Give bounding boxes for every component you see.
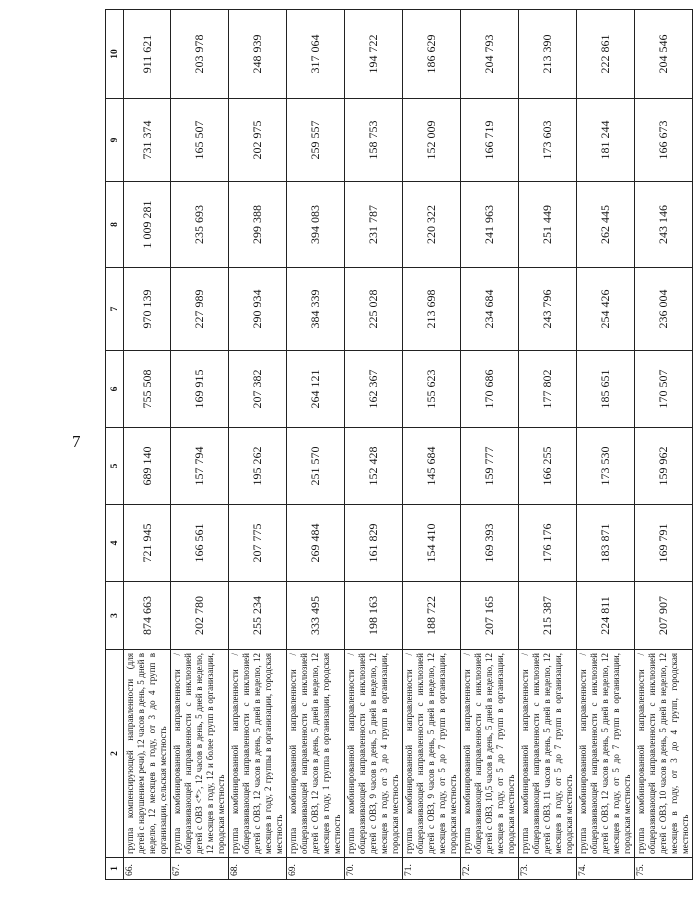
cost-value: 236 004 — [635, 268, 693, 351]
cost-value: 166 561 — [171, 505, 229, 582]
cost-value: 213 698 — [403, 268, 461, 351]
column-header: 9 — [106, 99, 124, 182]
row-number: 71. — [403, 858, 461, 880]
cost-value: 173 603 — [519, 99, 577, 182]
cost-value: 203 978 — [171, 10, 229, 99]
group-description: группа комбинированной направленности / общеразвивающей направленности с инклюзией детей с ОВЗ, 10 часов в день, 5 дней в неделю, 12 месяцев в году, от 3 до 4 групп, городская местность — [635, 650, 693, 858]
row-number: 69. — [287, 858, 345, 880]
column-header: 6 — [106, 351, 124, 428]
cost-value: 970 139 — [124, 268, 171, 351]
cost-value: 207 775 — [229, 505, 287, 582]
cost-value: 154 410 — [403, 505, 461, 582]
column-header: 1 — [106, 858, 124, 880]
cost-value: 1 009 281 — [124, 182, 171, 268]
cost-value: 299 388 — [229, 182, 287, 268]
cost-value: 254 426 — [577, 268, 635, 351]
row-number: 67. — [171, 858, 229, 880]
table-row — [635, 10, 693, 880]
cost-value: 161 829 — [345, 505, 403, 582]
cost-value: 162 367 — [345, 351, 403, 428]
cost-value: 202 780 — [171, 582, 229, 650]
cost-value: 198 163 — [345, 582, 403, 650]
cost-value: 731 374 — [124, 99, 171, 182]
cost-value: 183 871 — [577, 505, 635, 582]
cost-value: 152 428 — [345, 428, 403, 505]
table-row — [171, 10, 229, 880]
cost-value: 181 244 — [577, 99, 635, 182]
cost-value: 251 449 — [519, 182, 577, 268]
cost-value: 234 684 — [461, 268, 519, 351]
cost-value: 317 064 — [287, 10, 345, 99]
table-body — [124, 10, 693, 880]
cost-value: 176 176 — [519, 505, 577, 582]
cost-value: 290 934 — [229, 268, 287, 351]
cost-value: 384 339 — [287, 268, 345, 351]
cost-value: 207 382 — [229, 351, 287, 428]
cost-value: 225 028 — [345, 268, 403, 351]
group-description: группа комбинированной направленности / общеразвивающей направленности с инклюзией детей с ОВЗ, 10,5 часов в день, 5 дней в неделю, 12 месяцев в году, от 5 до 7 групп в организации, городская местность — [461, 650, 519, 858]
cost-value: 166 719 — [461, 99, 519, 182]
cost-value: 224 811 — [577, 582, 635, 650]
group-description: группа комбинированной направленности / общеразвивающей направленности с инклюзией детей с ОВЗ, 9 часов в день, 5 дней в неделю, 12 месяцев в году, от 3 до 4 групп в организации, городская местность — [345, 650, 403, 858]
cost-value: 262 445 — [577, 182, 635, 268]
cost-value: 911 621 — [124, 10, 171, 99]
cost-value: 264 121 — [287, 351, 345, 428]
cost-value: 204 546 — [635, 10, 693, 99]
table-row — [403, 10, 461, 880]
cost-value: 169 791 — [635, 505, 693, 582]
row-number: 70. — [345, 858, 403, 880]
column-header: 7 — [106, 268, 124, 351]
cost-value: 173 530 — [577, 428, 635, 505]
header-row — [106, 10, 124, 880]
page-number: 7 — [72, 432, 81, 451]
row-number: 73. — [519, 858, 577, 880]
cost-value: 145 684 — [403, 428, 461, 505]
cost-value: 204 793 — [461, 10, 519, 99]
cost-value: 255 234 — [229, 582, 287, 650]
cost-value: 157 794 — [171, 428, 229, 505]
table-row — [345, 10, 403, 880]
cost-value: 185 651 — [577, 351, 635, 428]
cost-value: 195 262 — [229, 428, 287, 505]
column-header: 4 — [106, 505, 124, 582]
column-header: 5 — [106, 428, 124, 505]
cost-value: 207 165 — [461, 582, 519, 650]
cost-value: 169 915 — [171, 351, 229, 428]
table-row — [577, 10, 635, 880]
cost-value: 721 945 — [124, 505, 171, 582]
cost-value: 158 753 — [345, 99, 403, 182]
table-row — [124, 10, 171, 880]
cost-value: 166 673 — [635, 99, 693, 182]
row-number: 68. — [229, 858, 287, 880]
cost-value: 259 557 — [287, 99, 345, 182]
group-description: группа комбинированной направленности / общеразвивающей направленности с инклюзией детей с ОВЗ, 12 часов в день, 5 дней в неделю, 12 месяцев в году, 1 группа в организации, городская местность — [287, 650, 345, 858]
cost-value: 689 140 — [124, 428, 171, 505]
cost-value: 243 146 — [635, 182, 693, 268]
cost-value: 169 393 — [461, 505, 519, 582]
cost-value: 194 722 — [345, 10, 403, 99]
cost-value: 243 796 — [519, 268, 577, 351]
group-description: группа комбинированной направленности / общеразвивающей направленности с инклюзией детей с ОВЗ, 11 часов в день, 5 дней в неделю, 12 месяцев в году, от 5 до 7 групп в организации, городская местность — [519, 650, 577, 858]
cost-value: 159 777 — [461, 428, 519, 505]
group-description: группа комбинированной направленности / общеразвивающей направленности с инклюзией детей с ОВЗ, 9 часов в день, 5 дней в неделю, 12 месяцев в году, от 5 до 7 групп в организации, городская местность — [403, 650, 461, 858]
row-number: 74. — [577, 858, 635, 880]
cost-value: 874 663 — [124, 582, 171, 650]
row-number: 66. — [124, 858, 171, 880]
cost-value: 165 507 — [171, 99, 229, 182]
row-number: 75. — [635, 858, 693, 880]
table-row — [229, 10, 287, 880]
cost-value: 186 629 — [403, 10, 461, 99]
cost-value: 213 390 — [519, 10, 577, 99]
cost-value: 166 255 — [519, 428, 577, 505]
cost-value: 170 686 — [461, 351, 519, 428]
cost-value: 251 570 — [287, 428, 345, 505]
cost-value: 207 907 — [635, 582, 693, 650]
group-description: группа комбинированной направленности / общеразвивающей направленности с инклюзией детей с ОВЗ, 12 часов в день, 5 дней в неделю, 12 месяцев в году, 2 группы в организации, городская местность — [229, 650, 287, 858]
table-row — [519, 10, 577, 880]
group-description: группа комбинированной направленности / общеразвивающей направленности с инклюзией детей с ОВЗ <*>, 12 часов в день, 5 дней в неделю, 12 месяцев в году, 12 и более групп в организации, городская местность — [171, 650, 229, 858]
cost-value: 231 787 — [345, 182, 403, 268]
cost-value: 177 802 — [519, 351, 577, 428]
cost-value: 159 962 — [635, 428, 693, 505]
rotated-table-wrapper — [105, 10, 690, 880]
cost-value: 152 009 — [403, 99, 461, 182]
cost-value: 269 484 — [287, 505, 345, 582]
group-description: группа компенсирующей направленности (для детей с нарушением речи), 12 часов в день, 5 дней в неделю, 12 месяцев в году, от 3 до 4 групп в организации, сельская местность — [124, 650, 171, 858]
column-header: 10 — [106, 10, 124, 99]
table-row — [287, 10, 345, 880]
column-header: 2 — [106, 650, 124, 858]
cost-value: 220 322 — [403, 182, 461, 268]
table-row — [461, 10, 519, 880]
row-number: 72. — [461, 858, 519, 880]
cost-value: 170 507 — [635, 351, 693, 428]
cost-value: 235 693 — [171, 182, 229, 268]
cost-value: 188 722 — [403, 582, 461, 650]
cost-value: 222 861 — [577, 10, 635, 99]
cost-value: 215 387 — [519, 582, 577, 650]
cost-value: 241 963 — [461, 182, 519, 268]
column-header: 8 — [106, 182, 124, 268]
cost-value: 227 989 — [171, 268, 229, 351]
tariff-table — [105, 9, 693, 880]
cost-value: 394 083 — [287, 182, 345, 268]
cost-value: 155 623 — [403, 351, 461, 428]
column-header: 3 — [106, 582, 124, 650]
cost-value: 248 939 — [229, 10, 287, 99]
cost-value: 202 975 — [229, 99, 287, 182]
cost-value: 755 508 — [124, 351, 171, 428]
cost-value: 333 495 — [287, 582, 345, 650]
group-description: группа комбинированной направленности / общеразвивающей направленности с инклюзией детей с ОВЗ, 12 часов в день, 5 дней в неделю, 12 месяцев в году, от 5 до 7 групп в организации, городская местность — [577, 650, 635, 858]
